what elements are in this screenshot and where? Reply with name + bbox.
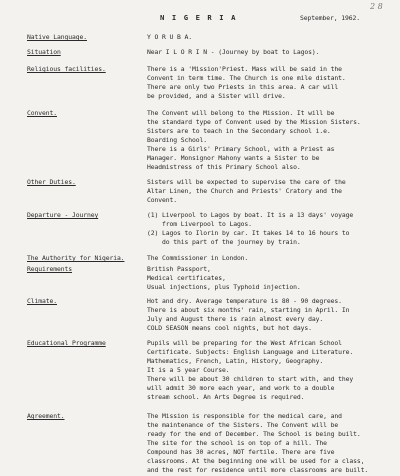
line-other-duties-3: Convent. bbox=[147, 196, 177, 204]
line-education-3: Mathematics, French, Latin, History, Geography. bbox=[147, 357, 324, 365]
line-agreement-1: The Mission is responsible for the medical care, and bbox=[147, 412, 342, 420]
line-religious-4: be provided, and a Sister will drive. bbox=[147, 92, 286, 100]
line-convent-4: Boarding School. bbox=[147, 136, 207, 144]
line-education-6: will admit 30 more each year, and work to a double bbox=[147, 384, 335, 392]
line-climate-2: There is about six months' rain, starting in April. In bbox=[147, 306, 350, 314]
label-situation: Situation bbox=[27, 48, 61, 56]
line-convent-6: Manager. Monsignor Mahony wants a Sister to be bbox=[147, 154, 320, 162]
line-convent-7: Headmistress of this Primary School also. bbox=[147, 163, 301, 171]
line-education-2: Certificate. Subjects: English Language and Literature. bbox=[147, 348, 354, 356]
line-agreement-2: the maintenance of the Sisters. The Convent will be bbox=[147, 421, 339, 429]
line-education-1: Pupils will be preparing for the West African School bbox=[147, 339, 342, 347]
line-climate-4: COLD SEASON means cool nights, but hot days. bbox=[147, 324, 312, 332]
line-departure-3: (2) Lagos to Ilorin by car. It takes 14 to 16 hours to bbox=[147, 229, 350, 237]
line-departure-2: from Liverpool to Lagos. bbox=[147, 220, 252, 228]
document-title: N I G E R I A bbox=[160, 13, 238, 22]
line-requirements-1: British Passport, bbox=[147, 265, 211, 273]
line-agreement-7: and the rest for residence until more classrooms are built. bbox=[147, 466, 369, 474]
line-departure-1: (1) Liverpool to Lagos by boat. It is a 13 days' voyage bbox=[147, 211, 354, 219]
line-climate-1: Hot and dry. Average temperature is 80 - 90 degrees. bbox=[147, 297, 342, 305]
line-convent-1: The Convent will belong to the Mission. It will be bbox=[147, 109, 335, 117]
document-date: September, 1962. bbox=[300, 14, 360, 22]
line-religious-3: There are only two Priests in this area. A car will bbox=[147, 83, 339, 91]
label-departure-journey: Departure - Journey bbox=[27, 211, 99, 219]
label-other-duties: Other Duties. bbox=[27, 178, 76, 186]
line-departure-4: do this part of the journey by train. bbox=[147, 238, 301, 246]
label-agreement: Agreement. bbox=[27, 412, 65, 420]
line-education-7: stream school. An Arts Degree is required. bbox=[147, 393, 305, 401]
label-native-language: Native Language. bbox=[27, 33, 87, 41]
value-native-language: Y O R U B A. bbox=[147, 33, 192, 41]
line-education-4: It is a 5 year Course. bbox=[147, 366, 230, 374]
line-education-5: There will be about 30 children to start with, and they bbox=[147, 375, 354, 383]
label-religious-facilities: Religious facilities. bbox=[27, 65, 106, 73]
line-agreement-6: classrooms. At the beginning one will be used for a class, bbox=[147, 457, 365, 465]
line-requirements-2: Medical certificates, bbox=[147, 274, 226, 282]
line-requirements-3: Usual injections, plus Typhoid injection. bbox=[147, 283, 301, 291]
line-convent-3: Sisters are to teach in the Secondary school i.e. bbox=[147, 127, 331, 135]
line-climate-3: July and August there is rain almost every day. bbox=[147, 315, 324, 323]
line-agreement-3: ready for the end of December. The School is being built. bbox=[147, 430, 361, 438]
line-other-duties-1: Sisters will be expected to supervise the care of the bbox=[147, 178, 346, 186]
line-other-duties-2: Altar Linen, the Church and Priests' Cratory and the bbox=[147, 187, 342, 195]
label-educational-programme: Educational Programme bbox=[27, 339, 106, 347]
value-authority: The Commissioner in London. bbox=[147, 254, 249, 262]
line-religious-2: Convent in term time. The Church is one mile distant. bbox=[147, 74, 346, 82]
label-requirements: Requirements bbox=[27, 265, 72, 273]
line-agreement-4: The site for the school is on top of a hill. The bbox=[147, 439, 327, 447]
line-convent-5: There is a Girls' Primary School, with a Priest as bbox=[147, 145, 335, 153]
label-climate: Climate. bbox=[27, 297, 57, 305]
label-convent: Convent. bbox=[27, 109, 57, 117]
line-agreement-5: Compound has 30 acres, NOT fertile. There are five bbox=[147, 448, 335, 456]
handwritten-page-number: 2 8 bbox=[370, 2, 383, 11]
line-convent-2: the standard type of Convent used by the Mission Sisters. bbox=[147, 118, 361, 126]
value-situation: Near I L O R I N - (Journey by boat to Lagos). bbox=[147, 48, 320, 56]
line-religious-1: There is a 'Mission'Priest. Mass will be said in the bbox=[147, 65, 342, 73]
label-authority: The Authority for Nigeria. bbox=[27, 254, 125, 262]
